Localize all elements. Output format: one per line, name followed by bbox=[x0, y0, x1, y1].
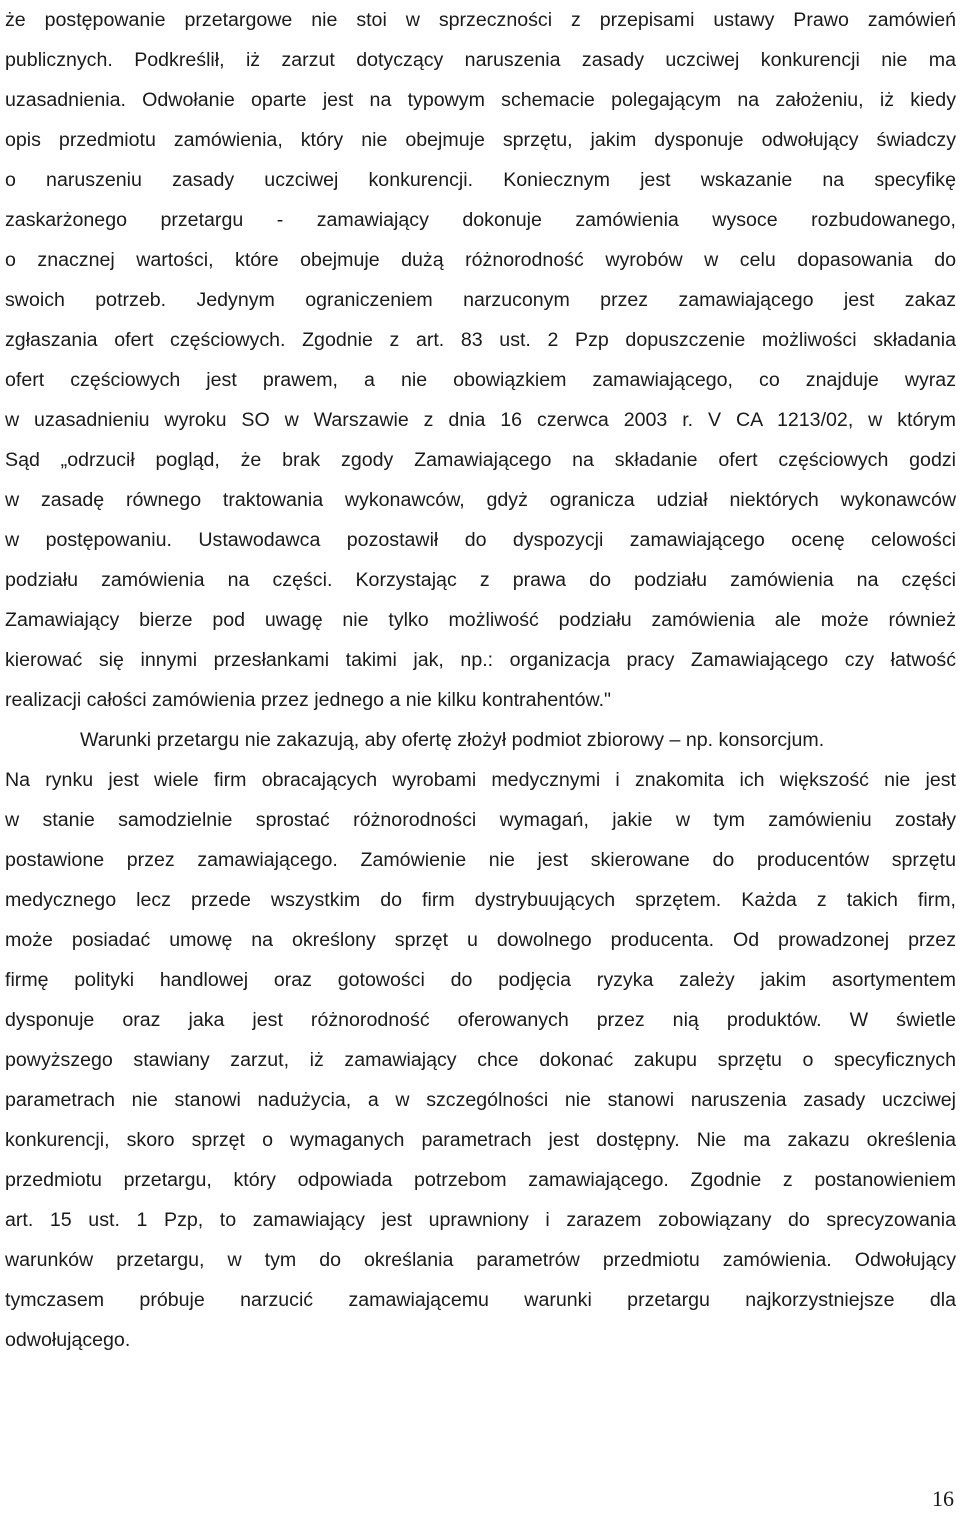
text-line: odwołującego. bbox=[5, 1329, 131, 1351]
text-line: swoich potrzeb. Jedynym ograniczeniem narzuconym przez zamawiającego jest zakaz bbox=[5, 289, 956, 311]
document-body bbox=[5, 0, 956, 1360]
text-line: realizacji całości zamówienia przez jednego a nie kilku kontrahentów." bbox=[5, 689, 611, 711]
text-line: Zamawiający bierze pod uwagę nie tylko możliwość podziału zamówienia ale może również bbox=[5, 609, 956, 631]
text-line: parametrach nie stanowi nadużycia, a w szczególności nie stanowi naruszenia zasady uczciwej bbox=[5, 1089, 956, 1111]
text-line: kierować się innymi przesłankami takimi jak, np.: organizacja pracy Zamawiającego czy łatwość bbox=[5, 649, 956, 671]
text-line: firmę polityki handlowej oraz gotowości do podjęcia ryzyka zależy jakim asortymentem bbox=[5, 969, 956, 991]
text-line: w zasadę równego traktowania wykonawców, gdyż ogranicza udział niektórych wykonawców bbox=[5, 489, 956, 511]
text-line: Na rynku jest wiele firm obracających wyrobami medycznymi i znakomita ich większość nie jest bbox=[5, 769, 956, 791]
text-line: zaskarżonego przetargu - zamawiający dokonuje zamówienia wysoce rozbudowanego, bbox=[5, 209, 956, 231]
text-line: w postępowaniu. Ustawodawca pozostawił do dyspozycji zamawiającego ocenę celowości bbox=[5, 529, 956, 551]
paragraph-2 bbox=[5, 720, 956, 1360]
text-line: że postępowanie przetargowe nie stoi w sprzeczności z przepisami ustawy Prawo zamówień bbox=[5, 9, 956, 31]
page-number: 16 bbox=[932, 1486, 954, 1511]
text-line: dysponuje oraz jaka jest różnorodność oferowanych przez nią produktów. W świetle bbox=[5, 1009, 956, 1031]
text-line: w uzasadnieniu wyroku SO w Warszawie z dnia 16 czerwca 2003 r. V CA 1213/02, w którym bbox=[5, 409, 956, 431]
text-line: tymczasem próbuje narzucić zamawiającemu warunki przetargu najkorzystniejsze dla bbox=[5, 1289, 956, 1311]
text-line: Warunki przetargu nie zakazują, aby ofertę złożył podmiot zbiorowy – np. konsorcjum. bbox=[80, 729, 825, 751]
paragraph-1 bbox=[5, 0, 956, 720]
text-line: postawione przez zamawiającego. Zamówienie nie jest skierowane do producentów sprzętu bbox=[5, 849, 956, 871]
text-line: publicznych. Podkreślił, iż zarzut dotyczący naruszenia zasady uczciwej konkurencji nie ma bbox=[5, 49, 956, 71]
text-line: o znacznej wartości, które obejmuje dużą różnorodność wyrobów w celu dopasowania do bbox=[5, 249, 956, 271]
text-line: opis przedmiotu zamówienia, który nie obejmuje sprzętu, jakim dysponuje odwołujący świadczy bbox=[5, 129, 956, 151]
text-line: o naruszeniu zasady uczciwej konkurencji. Koniecznym jest wskazanie na specyfikę bbox=[5, 169, 956, 191]
text-line: ofert częściowych jest prawem, a nie obowiązkiem zamawiającego, co znajduje wyraz bbox=[5, 369, 956, 391]
text-line: art. 15 ust. 1 Pzp, to zamawiający jest uprawniony i zarazem zobowiązany do sprecyzowania bbox=[5, 1209, 956, 1231]
text-line: warunków przetargu, w tym do określania parametrów przedmiotu zamówienia. Odwołujący bbox=[5, 1249, 956, 1271]
text-line: uzasadnienia. Odwołanie oparte jest na typowym schemacie polegającym na założeniu, iż kiedy bbox=[5, 89, 956, 111]
text-line: Sąd „odrzucił pogląd, że brak zgody Zamawiającego na składanie ofert częściowych godzi bbox=[5, 449, 956, 471]
text-line: w stanie samodzielnie sprostać różnorodności wymagań, jakie w tym zamówieniu zostały bbox=[5, 809, 956, 831]
text-line: medycznego lecz przede wszystkim do firm dystrybuujących sprzętem. Każda z takich firm, bbox=[5, 889, 956, 911]
text-line: zgłaszania ofert częściowych. Zgodnie z art. 83 ust. 2 Pzp dopuszczenie możliwości składania bbox=[5, 329, 956, 351]
text-line: przedmiotu przetargu, który odpowiada potrzebom zamawiającego. Zgodnie z postanowieniem bbox=[5, 1169, 956, 1191]
text-line: może posiadać umowę na określony sprzęt u dowolnego producenta. Od prowadzonej przez bbox=[5, 929, 956, 951]
text-line: podziału zamówienia na części. Korzystając z prawa do podziału zamówienia na części bbox=[5, 569, 956, 591]
text-line: konkurencji, skoro sprzęt o wymaganych parametrach jest dostępny. Nie ma zakazu określenia bbox=[5, 1129, 956, 1151]
text-line: powyższego stawiany zarzut, iż zamawiający chce dokonać zakupu sprzętu o specyficznych bbox=[5, 1049, 956, 1071]
